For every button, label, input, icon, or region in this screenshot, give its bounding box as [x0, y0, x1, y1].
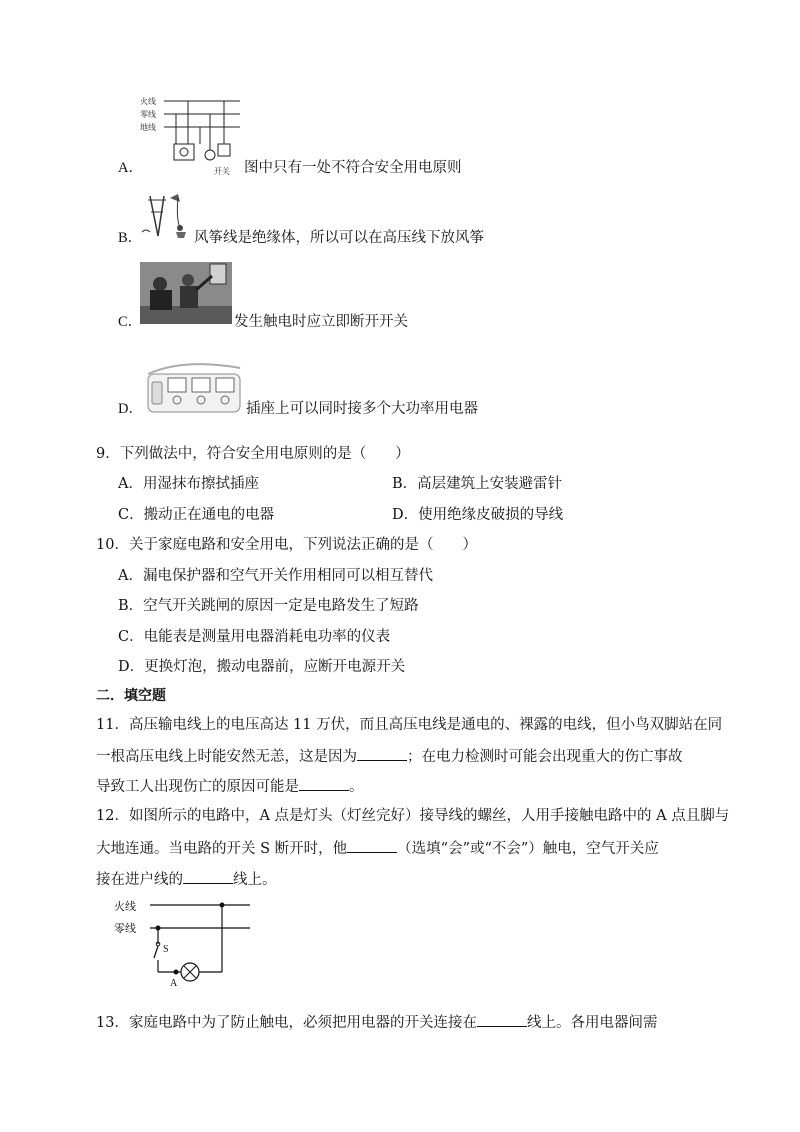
q10-option-b: B．空气开关跳闸的原因一定是电路发生了短路 — [118, 598, 419, 614]
label-switch: 开关 — [214, 167, 230, 176]
live-wire-label: 火线 — [114, 900, 136, 913]
q8-option-d-text: 插座上可以同时接多个大功率用电器 — [246, 401, 478, 417]
label-ground: 地线 — [140, 123, 156, 132]
kite-illustration-image — [140, 192, 192, 240]
q11-line1: 11．高压输电线上的电压高达 11 万伏，而且高压电线是通电的、裸露的电线，但小鸟双脚站在同 — [96, 717, 723, 733]
q11-line3: 导致工人出现伤亡的原因可能是 。 — [96, 776, 364, 797]
q8-option-d: D． — [118, 401, 143, 417]
q11-line2: 一根高压电线上时能安然无恙，这是因为 ；在电力检测时可能会出现重大的伤亡事故 — [96, 746, 683, 767]
q13-line1: 13．家庭电路中为了防止触电，必须把用电器的开关连接在 线上。各用电器间需 — [96, 1012, 657, 1033]
answer-blank — [299, 776, 349, 791]
q12-line2: 大地连通。当电路的开关 S 断开时，他 （选填“会”或“不会”）触电，空气开关应 — [96, 838, 659, 859]
electric-shock-photo — [140, 262, 232, 324]
answer-blank — [183, 869, 233, 884]
q10-option-c: C．电能表是测量用电器消耗电功率的仪表 — [118, 629, 391, 645]
q12-line3: 接在进户线的 线上。 — [96, 869, 277, 890]
q9-stem: 9．下列做法中，符合安全用电原则的是（ ） — [96, 446, 410, 462]
section-title: 二．填空题 — [96, 688, 166, 704]
label-live: 火线 — [140, 97, 156, 106]
q8-option-c: C． — [118, 314, 143, 330]
q8-option-b: B． — [118, 230, 143, 246]
answer-blank — [477, 1012, 527, 1027]
circuit-diagram — [112, 896, 262, 988]
q10-option-a: A．漏电保护器和空气开关作用相同可以相互替代 — [118, 568, 433, 584]
point-a-label: A — [170, 978, 178, 988]
q10-stem: 10．关于家庭电路和安全用电，下列说法正确的是（ ） — [96, 537, 477, 553]
q9-option-d: D．使用绝缘皮破损的导线 — [392, 507, 564, 523]
switch-label: S — [163, 944, 169, 955]
power-strip-image — [144, 360, 244, 414]
answer-blank — [357, 746, 407, 761]
q8-option-c-text: 发生触电时应立即断开开关 — [234, 314, 408, 330]
q8-option-a-text: 图中只有一处不符合安全用电原则 — [244, 160, 462, 176]
q10-option-d: D．更换灯泡，搬动电器前，应断开电源开关 — [118, 659, 406, 675]
q9-option-a: A．用湿抹布擦拭插座 — [118, 476, 259, 492]
option-letter: A． — [118, 160, 143, 176]
q8-option-b-text: 风筝线是绝缘体，所以可以在高压线下放风筝 — [194, 230, 484, 246]
q8-option-a — [118, 158, 143, 178]
wiring-diagram-image — [138, 92, 242, 178]
label-neutral: 零线 — [140, 110, 156, 119]
q12-line1: 12．如图所示的电路中，A 点是灯头（灯丝完好）接导线的螺丝，人用手接触电路中的 A 点且脚与 — [96, 808, 730, 824]
answer-blank — [347, 838, 397, 853]
neutral-wire-label: 零线 — [114, 922, 136, 935]
q9-option-c: C．搬动正在通电的电器 — [118, 507, 275, 523]
q9-option-b: B．高层建筑上安装避雷针 — [392, 476, 563, 492]
